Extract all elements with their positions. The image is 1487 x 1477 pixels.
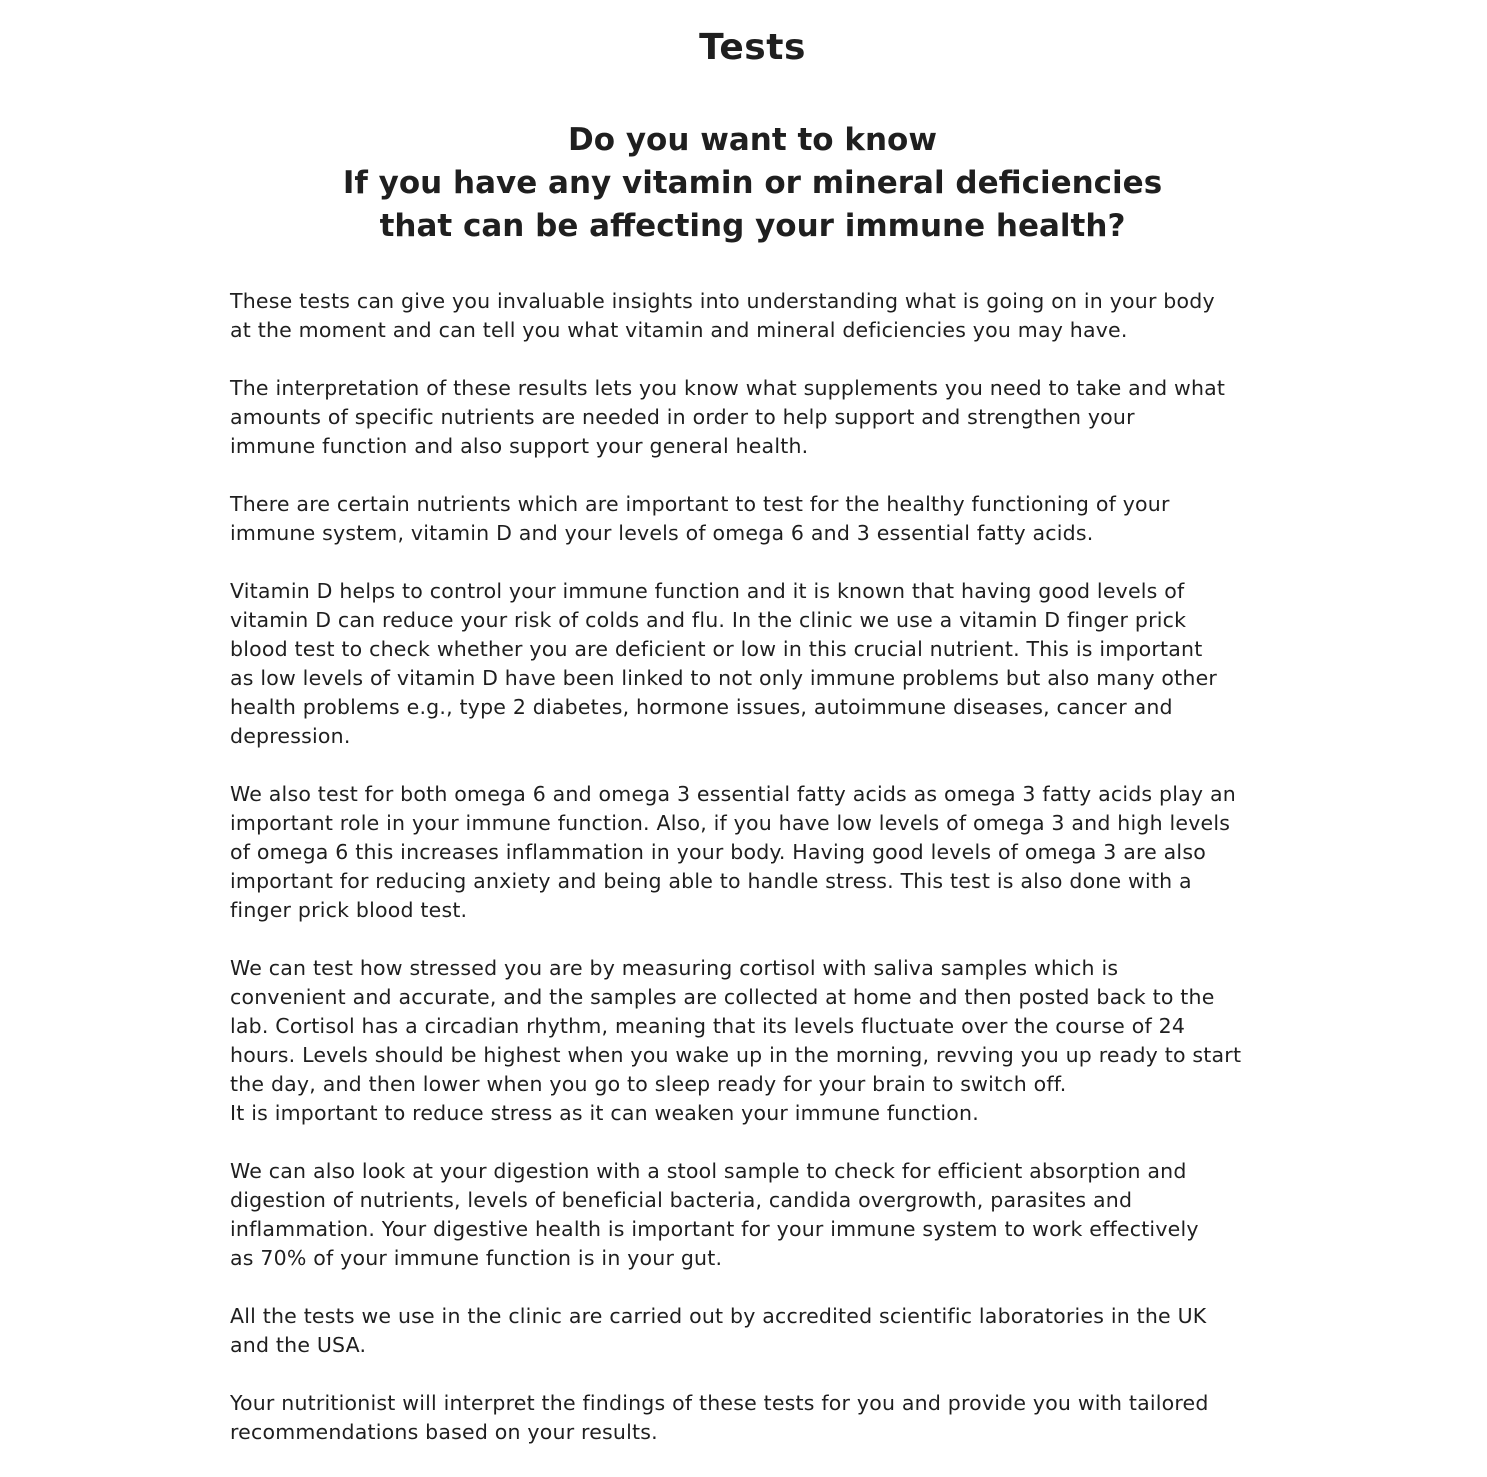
paragraph-laboratories: [230, 1302, 1290, 1360]
text-line: blood test to check whether you are deficient or low in this crucial nutrient. This is important: [230, 637, 1203, 661]
subheading: [0, 119, 1487, 248]
text-line: amounts of specific nutrients are needed in order to help support and strengthen your: [230, 405, 1135, 429]
text-line: the day, and then lower when you go to sleep ready for your brain to switch off.: [230, 1072, 1067, 1096]
text-line: hours. Levels should be highest when you wake up in the morning, revving you up ready to start: [230, 1043, 1242, 1067]
text-line: as 70% of your immune function is in your gut.: [230, 1246, 723, 1270]
text-line: digestion of nutrients, levels of beneficial bacteria, candida overgrowth, parasites and: [230, 1188, 1133, 1212]
text-line: important for reducing anxiety and being able to handle stress. This test is also done with a: [230, 869, 1192, 893]
text-line: depression.: [230, 724, 351, 748]
text-line: These tests can give you invaluable insights into understanding what is going on in your body: [230, 289, 1215, 313]
text-line: Your nutritionist will interpret the findings of these tests for you and provide you with tailored: [230, 1391, 1209, 1415]
text-line: vitamin D can reduce your risk of colds and flu. In the clinic we use a vitamin D finger prick: [230, 608, 1187, 632]
text-line: important role in your immune function. Also, if you have low levels of omega 3 and high levels: [230, 811, 1231, 835]
paragraph-digestion: [230, 1157, 1290, 1273]
text-line: Vitamin D helps to control your immune function and it is known that having good levels of: [230, 579, 1185, 603]
paragraph-key-nutrients: [230, 490, 1290, 548]
text-line: convenient and accurate, and the samples are collected at home and then posted back to the: [230, 985, 1215, 1009]
text-line: We can also look at your digestion with a stool sample to check for efficient absorption and: [230, 1159, 1187, 1183]
paragraph-cortisol: [230, 954, 1290, 1128]
page-title: Tests: [699, 27, 806, 68]
text-line: at the moment and can tell you what vitamin and mineral deficiencies you may have.: [230, 318, 1128, 342]
text-line: We also test for both omega 6 and omega 3 essential fatty acids as omega 3 fatty acids play an: [230, 782, 1236, 806]
paragraph-omega: [230, 780, 1290, 925]
text-line: immune system, vitamin D and your levels of omega 6 and 3 essential fatty acids.: [230, 521, 1094, 545]
text-line: It is important to reduce stress as it can weaken your immune function.: [230, 1101, 979, 1125]
text-line: There are certain nutrients which are important to test for the healthy functioning of your: [230, 492, 1170, 516]
text-line: All the tests we use in the clinic are carried out by accredited scientific laboratories in the UK: [230, 1304, 1207, 1328]
text-line: We can test how stressed you are by measuring cortisol with saliva samples which is: [230, 956, 1119, 980]
subheading-line: If you have any vitamin or mineral deficiencies: [342, 165, 1163, 201]
text-line: finger prick blood test.: [230, 898, 468, 922]
text-line: and the USA.: [230, 1333, 367, 1357]
body-content: [230, 287, 1290, 1476]
text-line: inflammation. Your digestive health is important for your immune system to work effectively: [230, 1217, 1199, 1241]
text-line: health problems e.g., type 2 diabetes, hormone issues, autoimmune diseases, cancer and: [230, 695, 1173, 719]
text-line: of omega 6 this increases inflammation in your body. Having good levels of omega 3 are also: [230, 840, 1206, 864]
text-line: The interpretation of these results lets you know what supplements you need to take and what: [230, 376, 1226, 400]
paragraph-nutritionist: [230, 1389, 1290, 1447]
text-line: as low levels of vitamin D have been linked to not only immune problems but also many other: [230, 666, 1218, 690]
text-line: lab. Cortisol has a circadian rhythm, meaning that its levels fluctuate over the course of 24: [230, 1014, 1186, 1038]
paragraph-vitamin-d: [230, 577, 1290, 751]
subheading-line: Do you want to know: [568, 122, 937, 158]
paragraph-interpretation: [230, 374, 1290, 461]
text-line: recommendations based on your results.: [230, 1420, 658, 1444]
paragraph-intro: [230, 287, 1290, 345]
text-line: immune function and also support your general health.: [230, 434, 809, 458]
subheading-line: that can be affecting your immune health?: [379, 208, 1126, 244]
